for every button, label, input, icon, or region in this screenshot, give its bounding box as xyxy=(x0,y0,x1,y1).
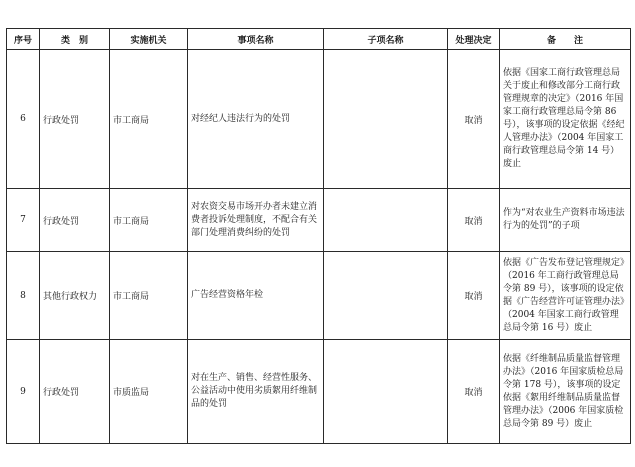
row-agency: 市工商局 xyxy=(110,50,188,189)
table-row xyxy=(7,50,631,189)
row-decision: 取消 xyxy=(448,50,500,189)
row-index: 8 xyxy=(7,252,40,340)
row-index: 7 xyxy=(7,189,40,252)
row-category: 行政处罚 xyxy=(40,189,110,252)
header-item-name: 事项名称 xyxy=(188,29,324,50)
row-item-name: 对经纪人违法行为的处罚 xyxy=(188,50,324,189)
table-row xyxy=(7,340,631,444)
row-decision: 取消 xyxy=(448,189,500,252)
row-subitem-name xyxy=(324,340,448,444)
row-index: 9 xyxy=(7,340,40,444)
document-table xyxy=(6,28,631,444)
row-index: 6 xyxy=(7,50,40,189)
header-agency: 实施机关 xyxy=(110,29,188,50)
row-item-name: 对农资交易市场开办者未建立消费者投诉处理制度，不配合有关部门处理消费纠纷的处罚 xyxy=(188,189,324,252)
row-note: 依据《国家工商行政管理总局关于废止和修改部分工商行政管理规章的决定》（2016 年国家工商行政管理总局令第 86 号），该事项的设定依据《经纪人管理办法》（2004 年国家工商行政管理总局令第 14 号）废止 xyxy=(500,50,631,189)
row-note: 依据《广告发布登记管理规定》（2016 年工商行政管理总局令第 89 号），该事项的设定依据《广告经营许可证管理办法》（2004 年国家工商行政管理总局令第 16 号）废止 xyxy=(500,252,631,340)
row-decision: 取消 xyxy=(448,252,500,340)
row-agency: 市工商局 xyxy=(110,252,188,340)
header-subitem-name: 子项名称 xyxy=(324,29,448,50)
row-subitem-name xyxy=(324,189,448,252)
row-agency: 市质监局 xyxy=(110,340,188,444)
row-note: 依据《纤维制品质量监督管理办法》（2016 年国家质检总局令第 178 号），该事项的设定依据《絮用纤维制品质量监督管理办法》（2006 年国家质检总局令第 89 号）废止 xyxy=(500,340,631,444)
header-index: 序号 xyxy=(7,29,40,50)
header-decision: 处理决定 xyxy=(448,29,500,50)
header-row xyxy=(7,29,631,50)
row-subitem-name xyxy=(324,252,448,340)
row-item-name: 对在生产、销售、经营性服务、公益活动中使用劣质絮用纤维制品的处罚 xyxy=(188,340,324,444)
row-category: 行政处罚 xyxy=(40,340,110,444)
table-row xyxy=(7,252,631,340)
row-agency: 市工商局 xyxy=(110,189,188,252)
table-row xyxy=(7,189,631,252)
header-note: 备 注 xyxy=(500,29,631,50)
header-category: 类 别 xyxy=(40,29,110,50)
row-decision: 取消 xyxy=(448,340,500,444)
row-note: 作为“对农业生产资料市场违法行为的处罚”的子项 xyxy=(500,189,631,252)
row-item-name: 广告经营资格年检 xyxy=(188,252,324,340)
row-subitem-name xyxy=(324,50,448,189)
row-category: 其他行政权力 xyxy=(40,252,110,340)
row-category: 行政处罚 xyxy=(40,50,110,189)
